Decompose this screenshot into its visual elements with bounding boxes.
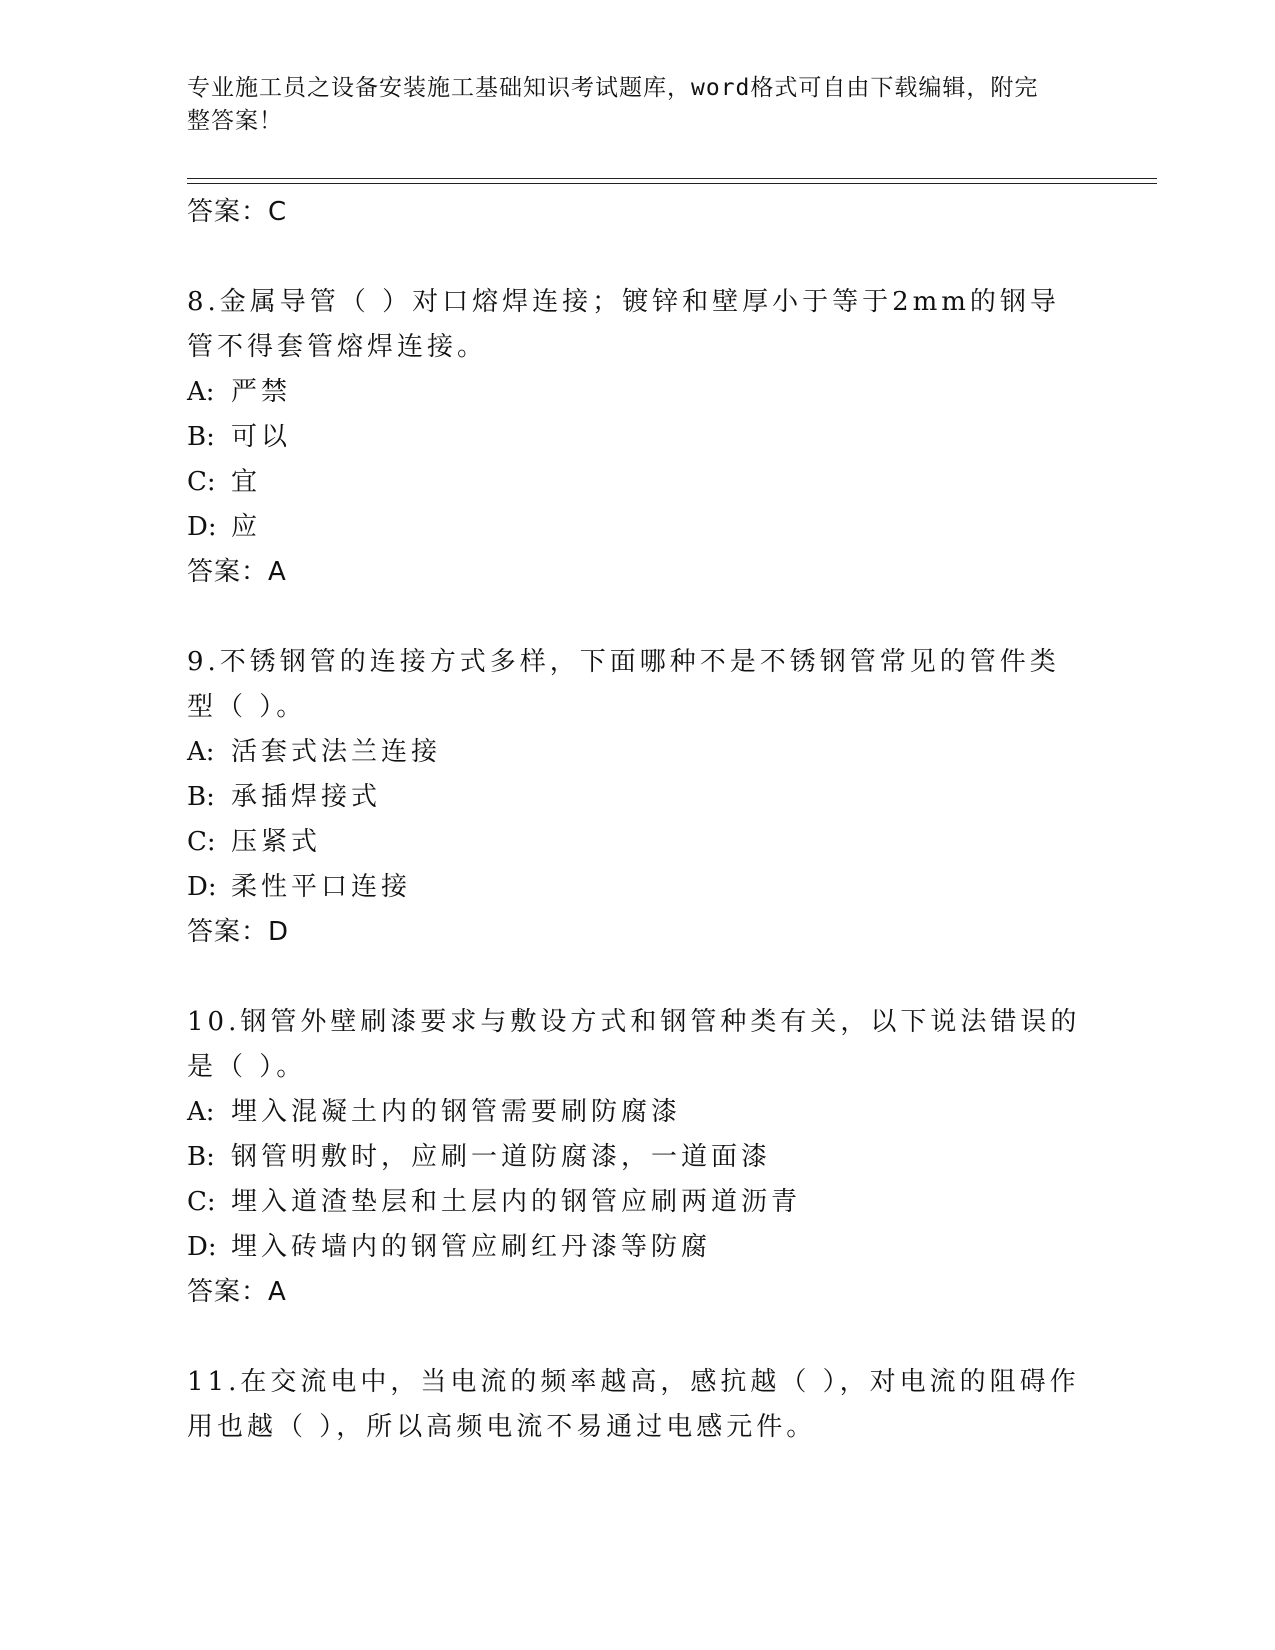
option-text: 压紧式 [231, 827, 322, 857]
option-text: 埋入道渣垫层和土层内的钢管应刷两道沥青 [231, 1187, 802, 1217]
option-letter: D: [187, 512, 217, 542]
answer-line: 答案：D [187, 917, 290, 947]
option-text: 宜 [231, 467, 262, 497]
option-c [187, 820, 1157, 865]
option-text: 钢管明敷时，应刷一道防腐漆，一道面漆 [231, 1142, 772, 1172]
question-block [187, 280, 1157, 594]
option-text: 应 [231, 512, 262, 542]
option-letter: B: [187, 422, 215, 452]
option-letter: A: [187, 737, 215, 767]
option-letter: D: [187, 872, 217, 902]
option-b [187, 775, 1157, 820]
option-letter: C: [187, 467, 216, 497]
option-letter: D: [187, 1232, 217, 1262]
header-rule-bottom [187, 183, 1157, 184]
page-header-text: 专业施工员之设备安装施工基础知识考试题库，word格式可自由下载编辑，附完整答案！ [187, 75, 1039, 134]
option-text: 可以 [231, 422, 292, 452]
option-text: 埋入砖墙内的钢管应刷红丹漆等防腐 [231, 1232, 712, 1262]
question-text: 9.不锈钢管的连接方式多样，下面哪种不是不锈钢管常见的管件类型（ ）。 [187, 647, 1060, 722]
option-letter: A: [187, 1097, 215, 1127]
option-letter: A: [187, 377, 215, 407]
question-block [187, 640, 1157, 954]
option-text: 严禁 [231, 377, 292, 407]
option-a [187, 1090, 1157, 1135]
document-page [187, 0, 1157, 1650]
option-text: 埋入混凝土内的钢管需要刷防腐漆 [231, 1097, 682, 1127]
answer-line: 答案：C [187, 197, 288, 227]
header-rule-top [187, 178, 1157, 179]
option-d [187, 1225, 1157, 1270]
option-letter: B: [187, 782, 215, 812]
question-block [187, 1000, 1157, 1314]
question-block [187, 1360, 1157, 1450]
question-text: 11.在交流电中，当电流的频率越高，感抗越（ ），对电流的阻碍作用也越（ ），所以高频电流不易通过电感元件。 [187, 1367, 1080, 1442]
option-b [187, 1135, 1157, 1180]
option-letter: B: [187, 1142, 215, 1172]
answer-line: 答案：A [187, 1277, 287, 1307]
option-a [187, 730, 1157, 775]
option-letter: C: [187, 1187, 216, 1217]
option-letter: C: [187, 827, 216, 857]
answer-line: 答案：A [187, 557, 287, 587]
option-text: 活套式法兰连接 [231, 737, 442, 767]
option-c [187, 1180, 1157, 1225]
document-content [187, 190, 1157, 1450]
option-c [187, 460, 1157, 505]
question-text: 10.钢管外壁刷漆要求与敷设方式和钢管种类有关，以下说法错误的是（ ）。 [187, 1007, 1081, 1082]
question-text: 8.金属导管（ ）对口熔焊连接；镀锌和壁厚小于等于2mm的钢导管不得套管熔焊连接。 [187, 287, 1060, 362]
option-text: 柔性平口连接 [231, 872, 412, 902]
option-d [187, 865, 1157, 910]
option-b [187, 415, 1157, 460]
option-a [187, 370, 1157, 415]
option-text: 承插焊接式 [231, 782, 382, 812]
option-d [187, 505, 1157, 550]
